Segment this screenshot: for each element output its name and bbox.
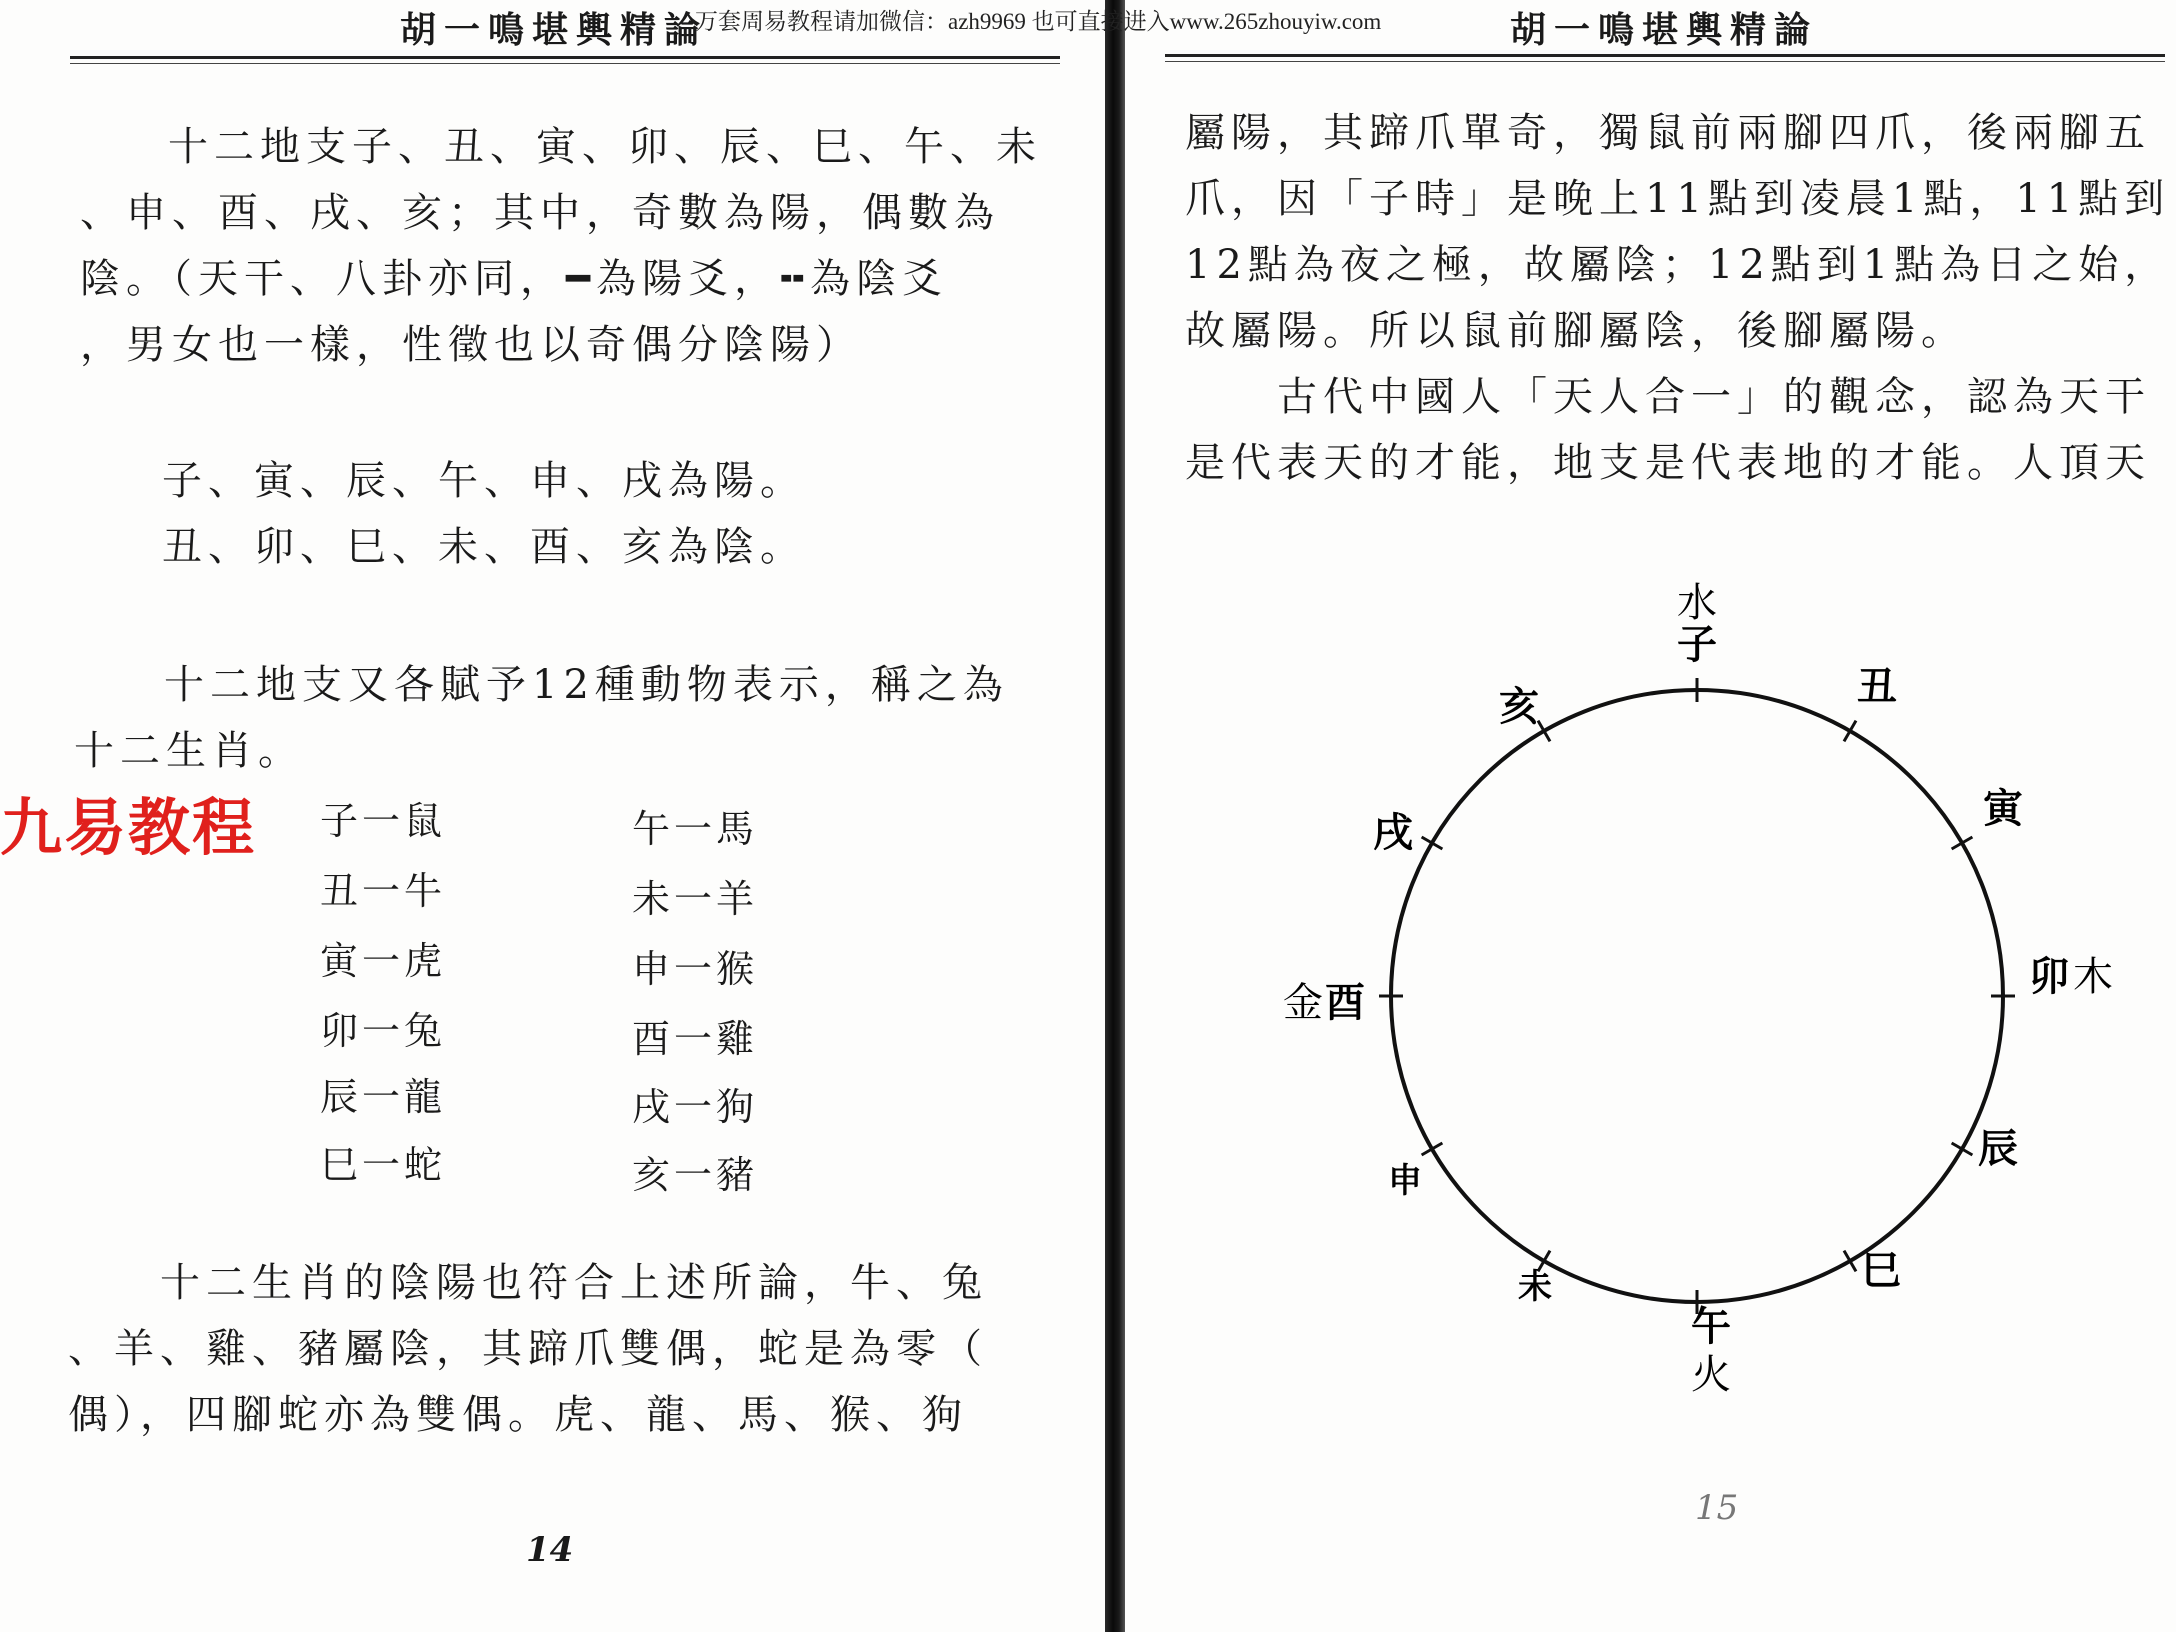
yang-line: 子、寅、辰、午、申、戌為陽。 <box>162 458 806 504</box>
left-header: 胡一鳴堪輿精論 <box>400 9 709 51</box>
text-line: 屬陽，其蹄爪單奇，獨鼠前兩腳四爪，後兩腳五 <box>1185 110 2151 156</box>
yin-line: 丑、卯、巳、未、酉、亥為陰。 <box>162 524 806 570</box>
text-line: 爪，因「子時」是晚上11點到凌晨1點，11點到 <box>1185 176 2171 222</box>
right-header-rule <box>1165 54 2165 57</box>
text-line: ，男女也一樣，性徵也以奇偶分陰陽） <box>80 322 862 368</box>
left-paragraph-2 <box>74 652 1009 784</box>
branch-tick <box>1952 837 1973 849</box>
zodiac-item: 酉一雞 <box>632 1017 759 1061</box>
earthly-branches-circle-diagram <box>1125 540 2176 1440</box>
text-line: 偶），四腳蛇亦為雙偶。虎、龍、馬、猴、狗 <box>68 1392 968 1438</box>
zodiac-item: 辰一龍 <box>320 1075 447 1119</box>
label-fire: 火 <box>1691 1352 1731 1398</box>
watermark-top-text: 万套周易教程请加微信：azh9969 也可直接进入www.265zhouyiw.com <box>695 9 1382 34</box>
zodiac-item: 申一猴 <box>632 947 759 991</box>
watermark-brand: 九易教程 <box>0 791 257 864</box>
label-shen: 申 <box>1388 1161 1422 1201</box>
text-line: 是代表天的才能，地支是代表地的才能。人頂天 <box>1185 440 2151 486</box>
text-line: 十二地支又各賦予12種動物表示，稱之為 <box>164 662 1009 708</box>
label-xu: 戌 <box>1373 809 1413 856</box>
branch-tick <box>1422 837 1443 849</box>
label-yin: 寅 <box>1983 785 2023 832</box>
branch-circle <box>1391 690 2003 1302</box>
branch-tick <box>1844 721 1856 742</box>
text-line: 十二生肖的陰陽也符合上述所論，牛、兔 <box>160 1260 988 1306</box>
text-line: 古代中國人「天人合一」的觀念，認為天干 <box>1277 374 2151 420</box>
branch-tick <box>1538 721 1550 742</box>
label-hai: 亥 <box>1499 683 1539 730</box>
label-chou: 丑 <box>1857 663 1897 710</box>
branch-tick <box>1952 1143 1973 1155</box>
label-metal: 金 <box>1283 980 1323 1026</box>
label-zi: 子 <box>1677 621 1717 668</box>
left-header-rule <box>70 56 1060 59</box>
text-line: 12點為夜之極，故屬陰；12點到1點為日之始， <box>1185 242 2171 288</box>
label-chen: 辰 <box>1978 1125 2018 1172</box>
label-wood: 木 <box>2073 954 2113 1000</box>
branch-tick <box>1844 1251 1856 1272</box>
right-paragraph-2 <box>1185 364 2151 496</box>
branch-tick <box>1422 1143 1443 1155</box>
book-spine <box>1105 0 1125 1632</box>
zodiac-item: 卯一兔 <box>320 1009 447 1053</box>
text-line: 十二地支子、丑、寅、卯、辰、巳、午、未 <box>168 124 1042 170</box>
zodiac-item: 丑一牛 <box>320 869 447 913</box>
right-paragraph-1 <box>1185 100 2170 364</box>
left-header-rule-thin <box>70 63 1060 64</box>
zodiac-item: 巳一蛇 <box>320 1143 447 1187</box>
label-wu: 午 <box>1691 1303 1731 1350</box>
label-you: 酉 <box>1325 979 1365 1026</box>
text-line: 、申、酉、戌、亥；其中，奇數為陽，偶數為 <box>80 190 1000 236</box>
page-number-left: 14 <box>526 1530 574 1570</box>
zodiac-item: 戌一狗 <box>632 1085 759 1129</box>
left-paragraph-1 <box>80 114 1042 378</box>
zodiac-item: 子一鼠 <box>320 799 447 843</box>
zodiac-item: 未一羊 <box>632 877 759 921</box>
right-page <box>1125 0 2176 1632</box>
left-paragraph-3 <box>68 1250 988 1448</box>
text-line: 故屬陽。所以鼠前腳屬陰，後腳屬陽。 <box>1185 308 1967 354</box>
text-line: 十二生肖。 <box>74 728 304 774</box>
page-number-right: 15 <box>1695 1488 1739 1528</box>
zodiac-item: 寅一虎 <box>320 939 447 983</box>
label-si: 巳 <box>1861 1247 1901 1294</box>
label-wei: 未 <box>1518 1267 1552 1307</box>
zodiac-item: 亥一豬 <box>632 1153 759 1197</box>
text-line: 陰。（天干、八卦亦同，━為陽爻，╍為陰爻 <box>80 256 949 302</box>
right-header-rule-thin <box>1165 61 2165 62</box>
label-mao: 卯 <box>2029 953 2069 1000</box>
right-header: 胡一鳴堪輿精論 <box>1510 9 1819 51</box>
zodiac-item: 午一馬 <box>632 807 759 851</box>
label-water: 水 <box>1677 580 1717 626</box>
text-line: 、羊、雞、豬屬陰，其蹄爪雙偶，蛇是為零（ <box>68 1326 988 1372</box>
